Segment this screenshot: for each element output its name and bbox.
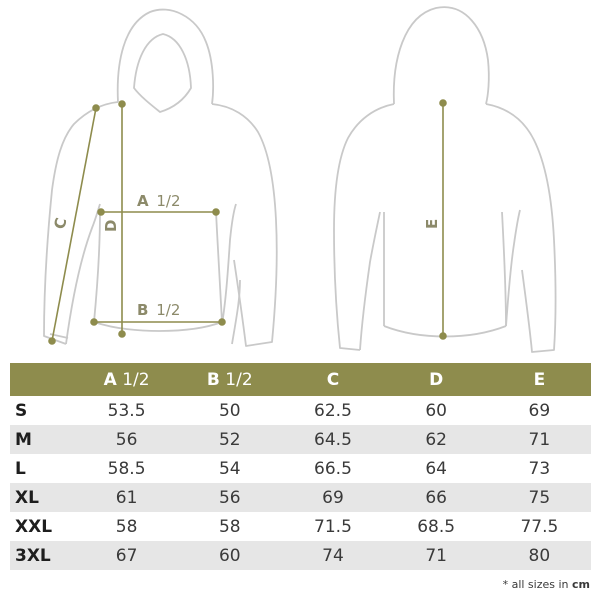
label-e: E — [423, 218, 441, 229]
back-hoodie-outline — [334, 7, 556, 352]
cell-d: 66 — [385, 483, 488, 512]
header-size — [10, 363, 75, 396]
size-label: L — [15, 458, 26, 479]
label-b: B 1/2 — [137, 301, 181, 319]
cell-d: 64 — [425, 458, 447, 479]
label-a: A 1/2 — [137, 192, 181, 210]
table-row — [10, 396, 591, 425]
cell-c: 64.5 — [281, 425, 384, 454]
table-row — [10, 454, 591, 483]
size-label: XL — [10, 483, 75, 512]
cell-c: 71.5 — [314, 516, 352, 537]
cell-b: 60 — [178, 541, 281, 570]
cell-e: 69 — [528, 400, 551, 421]
cell-b: 50 — [218, 400, 241, 421]
cell-c: 69 — [281, 483, 384, 512]
cell-a: 61 — [75, 483, 178, 512]
header-d: D — [385, 363, 488, 396]
cell-d: 62 — [385, 425, 488, 454]
table-header-row — [10, 363, 591, 396]
cell-e: 80 — [488, 541, 591, 570]
cell-c: 66.5 — [314, 458, 352, 479]
header-a: A 1/2 — [75, 363, 178, 396]
units-footnote — [503, 578, 590, 591]
cell-e: 75 — [488, 483, 591, 512]
label-c: C — [50, 215, 71, 231]
cell-d: 68.5 — [417, 516, 456, 537]
size-label: 3XL — [10, 541, 75, 570]
cell-a: 53.5 — [107, 400, 146, 421]
header-e: E — [488, 363, 591, 396]
front-hoodie-outline — [44, 10, 277, 346]
table-row — [10, 425, 591, 454]
cell-a: 67 — [75, 541, 178, 570]
size-label: S — [15, 400, 28, 421]
cell-b: 54 — [218, 458, 241, 479]
header-c: C — [281, 363, 384, 396]
footnote-unit: cm — [572, 578, 590, 591]
cell-c: 74 — [281, 541, 384, 570]
cell-e: 73 — [528, 458, 551, 479]
size-chart-table — [10, 363, 591, 570]
cell-b: 56 — [178, 483, 281, 512]
cell-a: 58.5 — [107, 458, 146, 479]
cell-b: 58 — [218, 516, 241, 537]
table-row — [10, 483, 591, 512]
label-d: D — [102, 219, 120, 232]
table-row — [10, 541, 591, 570]
header-b: B 1/2 — [178, 363, 281, 396]
cell-e: 71 — [488, 425, 591, 454]
cell-d: 71 — [385, 541, 488, 570]
cell-c: 62.5 — [314, 400, 352, 421]
size-label: M — [10, 425, 75, 454]
cell-a: 56 — [75, 425, 178, 454]
footnote-prefix: * all sizes in — [502, 578, 573, 591]
cell-d: 60 — [425, 400, 447, 421]
cell-b: 52 — [178, 425, 281, 454]
size-label: XXL — [15, 516, 53, 537]
cell-a: 58 — [115, 516, 138, 537]
table-row — [10, 512, 591, 541]
cell-e: 77.5 — [520, 516, 559, 537]
